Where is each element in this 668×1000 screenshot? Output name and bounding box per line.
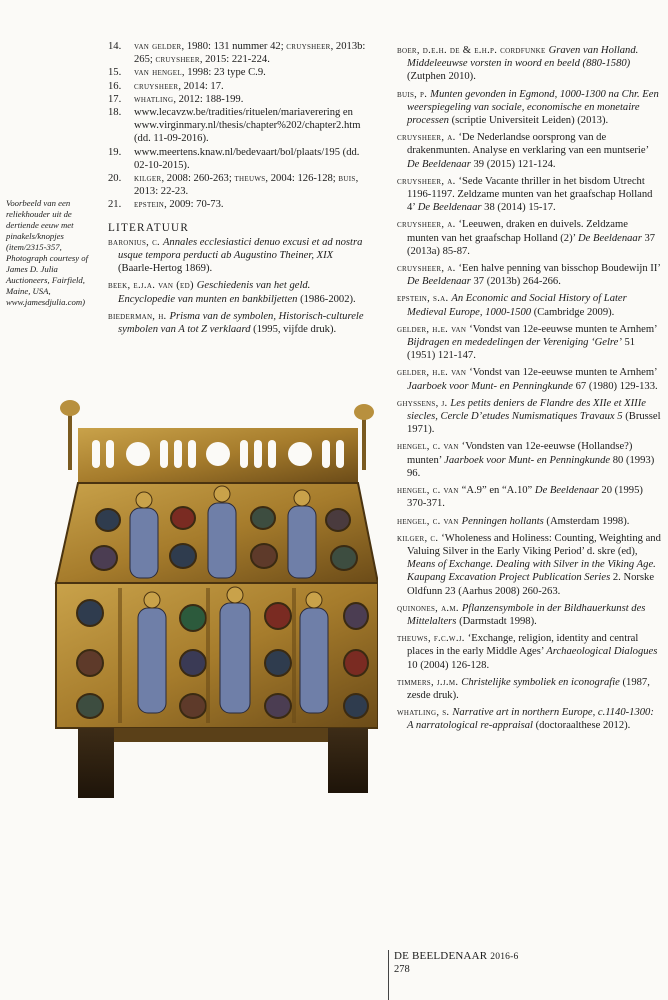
entry-details: 67 (1980) 129-133. bbox=[572, 380, 658, 392]
journal-name bbox=[394, 950, 518, 962]
literature-entry bbox=[397, 676, 661, 702]
entry-work: De Beeldenaar bbox=[417, 202, 482, 214]
literature-entry bbox=[397, 602, 661, 628]
endnote-item bbox=[108, 66, 370, 79]
entry-work: Jaarboek voor Munt- en Penningkunde bbox=[407, 380, 573, 392]
entry-title: ‘Wholeness and Holiness: Counting, Weighting and Valuing Silver in the Early Viking Period’ d. skre (ed), bbox=[407, 532, 661, 557]
literature-entry bbox=[397, 632, 661, 672]
endnote-number: 20. bbox=[108, 173, 122, 185]
entry-work: Means of Exchange. Dealing with Silver in the Viking Age. Kaupang Excavation Project Publication Series bbox=[407, 559, 656, 584]
journal-issue: 2016-6 bbox=[490, 952, 519, 962]
entry-author: timmers, j.j.m. bbox=[397, 676, 462, 688]
endnote-number: 15. bbox=[108, 67, 122, 79]
entry-details: (1987, zesde druk). bbox=[407, 676, 650, 701]
entry-author: cruysheer, a. bbox=[397, 263, 459, 275]
entry-title: ‘Vondst van 12e-eeuwse munten te Arnhem’ bbox=[469, 323, 657, 335]
literature-entry bbox=[397, 175, 661, 215]
entry-work: De Beeldenaar bbox=[534, 485, 599, 497]
endnote-text: , 1980: 131 nummer 42; bbox=[181, 41, 287, 52]
literature-entry bbox=[397, 397, 661, 437]
entry-title: ‘Exchange, religion, identity and central places in the early Middle Ages’ bbox=[407, 633, 639, 658]
entry-title: ‘Een halve penning van bisschop Boudewijn II’ bbox=[458, 263, 661, 275]
journal-title: DE BEELDENAAR bbox=[394, 950, 488, 962]
literature-entry bbox=[397, 218, 661, 258]
entry-details: (doctoraalthese 2012). bbox=[532, 720, 631, 732]
entry-work: Penningen hollants bbox=[461, 515, 544, 527]
entry-details: 37 (2013a) 85-87. bbox=[407, 232, 656, 257]
entry-work: Narrative art in northern Europe, c.1140-1300: A narratological re-appraisal bbox=[407, 707, 654, 732]
literature-entry bbox=[397, 440, 661, 480]
endnote-text: www.lecavzw.be/tradities/rituelen/mariaverering en www.virginmary.nl/thesis/chapter%202/chapter2.htm (dd. 11-09-2016). bbox=[134, 107, 361, 145]
entry-author: epstein, s.a. bbox=[397, 293, 452, 305]
endnote-number: 14. bbox=[108, 41, 122, 52]
entry-author: gelder, h.e. van bbox=[397, 367, 470, 379]
entry-details: (1986-2002). bbox=[297, 293, 356, 305]
entry-title: “A.9” en “A.10” bbox=[461, 485, 535, 497]
entry-details: 51 (1951) 121-147. bbox=[407, 337, 636, 362]
endnote-author: epstein bbox=[134, 199, 165, 211]
entry-author: ghyssens, j. bbox=[397, 397, 451, 409]
literature-entry bbox=[397, 532, 661, 598]
entry-author: cruysheer, a. bbox=[397, 132, 459, 144]
entry-title: ‘Leeuwen, draken en duivels. Zeldzame munten van het graafschap Holland (2)’ bbox=[407, 219, 628, 244]
endnote-number: 19. bbox=[108, 146, 122, 158]
endnote-item bbox=[108, 93, 370, 106]
entry-author: quinones, a.m. bbox=[397, 602, 462, 614]
endnote-text: , 2013b: 265; bbox=[134, 41, 366, 66]
entry-author: hengel, c. van bbox=[397, 485, 462, 497]
entry-title: ‘Sede Vacante thriller in het bisdom Utrecht 1196-1197. Zeldzame munten van het graafschap Holland 4’ bbox=[407, 175, 653, 214]
literature-entry bbox=[108, 310, 370, 336]
entry-work: Munten gevonden in Egmond, 1000-1300 na Chr. Een weerspiegeling van sociale, economische en monetaire processen bbox=[407, 88, 659, 127]
figure-caption: Voorbeeld van een reliekhouder uit de dertiende eeuw met pinakels/knopjes (item/2315-357, Photograph courtesy of James D. Julia Auctioneers, Fairfield, Maine, USA, www.jamesdjulia.com) bbox=[6, 198, 89, 307]
literature-entry bbox=[397, 44, 661, 84]
reliquary-photo bbox=[38, 388, 378, 808]
entry-details: (Zutphen 2010). bbox=[407, 71, 476, 83]
entry-details: (1995, vijfde druk). bbox=[250, 324, 337, 336]
page-number: 278 bbox=[394, 964, 410, 975]
literature-entry bbox=[397, 515, 661, 528]
endnote-number: 18. bbox=[108, 107, 122, 119]
entry-work: Les petits deniers de Flandre des XIIe et XIIIe siecles, Cercle D’etudes Numismatiques Travaux 5 bbox=[407, 397, 646, 423]
entry-work: Bijdragen en mededelingen der Vereniging ‘Gelre’ bbox=[407, 337, 622, 349]
endnote-text: , 2013: 22-23. bbox=[134, 173, 359, 198]
entry-work: De Beeldenaar bbox=[407, 158, 471, 170]
entry-work: De Beeldenaar bbox=[407, 276, 471, 288]
endnote-text: , 2008: 260-263; bbox=[161, 173, 235, 185]
entry-details: 2. Norske Oldfunn 23 (Aarhus 2008) 260-263. bbox=[407, 572, 655, 597]
literature-list-right bbox=[397, 44, 661, 737]
endnote-author: cruysheer bbox=[286, 41, 331, 52]
entry-author: cruysheer, a. bbox=[397, 175, 459, 187]
literature-entry bbox=[397, 366, 661, 392]
entry-author: boer, d.e.h. de & e.h.p. cordfunke bbox=[397, 45, 549, 56]
entry-author: hengel, c. van bbox=[397, 515, 462, 527]
entry-details: 38 (2014) 15-17. bbox=[481, 202, 556, 214]
entry-author: buis, p. bbox=[397, 88, 431, 100]
endnote-item bbox=[108, 80, 370, 93]
endnote-text: , 2004: 126-128; bbox=[265, 173, 339, 185]
endnote-item bbox=[108, 40, 370, 66]
entry-work: An Economic and Social History of Later Medieval Europe, 1000-1500 bbox=[407, 293, 627, 318]
entry-work: De Beeldenaar bbox=[578, 232, 642, 244]
endnote-author: whatling bbox=[134, 93, 174, 105]
entry-details: (Baarle-Hertog 1869). bbox=[118, 263, 213, 275]
endnote-author: cruysheer bbox=[155, 54, 200, 66]
literature-entry bbox=[397, 292, 661, 318]
entry-details: 80 (1993) 96. bbox=[407, 454, 655, 479]
endnote-author: buis bbox=[338, 173, 356, 185]
entry-author: kilger, c. bbox=[397, 532, 442, 544]
entry-author: theuws, f.c.w.j. bbox=[397, 633, 468, 645]
literature-entry bbox=[397, 131, 661, 171]
literature-entry bbox=[108, 236, 370, 276]
endnote-text: , 2015: 221-224. bbox=[199, 54, 270, 66]
entry-details: 10 (2004) 126-128. bbox=[407, 659, 490, 671]
entry-author: cruysheer, a. bbox=[397, 219, 459, 231]
entry-work: Annales ecclesiastici denuo excusi et ad nostra usque tempora perducti ab Augustino Theiner, XIX bbox=[118, 236, 363, 262]
endnote-author: van gelder bbox=[134, 41, 182, 52]
endnotes-list bbox=[108, 40, 370, 340]
entry-work: Graven van Holland. Middeleeuwse vorsten in woord en beeld (880-1580) bbox=[407, 45, 639, 70]
entry-details: (Darmstadt 1998). bbox=[456, 615, 537, 627]
endnote-item bbox=[108, 198, 370, 211]
entry-author: whatling, s. bbox=[397, 707, 453, 719]
endnote-item bbox=[108, 106, 370, 146]
endnote-text: , 1998: 23 type C.9. bbox=[181, 67, 266, 79]
page-footer bbox=[384, 950, 654, 1000]
endnote-item bbox=[108, 172, 370, 198]
literature-entry bbox=[108, 279, 370, 305]
entry-title: ‘De Nederlandse oorsprong van de drakenmunten. Analyse en verklaring van een muntserie’ bbox=[407, 132, 649, 157]
endnote-author: theuws bbox=[234, 173, 266, 185]
endnote-text: www.meertens.knaw.nl/bedevaart/bol/plaats/195 (dd. 02-10-2015). bbox=[134, 146, 360, 171]
entry-author: baronius, c. bbox=[108, 236, 163, 248]
endnote-text: , 2014: 17. bbox=[178, 80, 224, 92]
literature-entry bbox=[397, 484, 661, 510]
endnote-text: , 2012: 188-199. bbox=[173, 93, 244, 105]
literature-heading: LITERATUUR bbox=[108, 221, 189, 234]
entry-work: Geschiedenis van het geld. Encyclopedie van munten en bankbiljetten bbox=[118, 280, 311, 305]
endnote-author: van hengel bbox=[134, 67, 182, 79]
endnote-number: 16. bbox=[108, 80, 122, 92]
entry-title: ‘Vondst van 12e-eeuwse munten te Arnhem’ bbox=[469, 367, 657, 379]
endnote-number: 17. bbox=[108, 93, 122, 105]
endnote-author: cruysheer bbox=[134, 80, 179, 92]
endnote-author: kilger bbox=[134, 173, 162, 185]
footer-rule bbox=[388, 950, 389, 1000]
entry-author: hengel, c. van bbox=[397, 441, 462, 453]
entry-work: Prisma van de symbolen, Historisch-culturele symbolen van A tot Z verklaard bbox=[118, 310, 364, 336]
endnote-text: , 2009: 70-73. bbox=[164, 199, 224, 211]
entry-details: (Brussel 1971). bbox=[407, 411, 661, 436]
entry-title: ‘Vondsten van 12e-eeuwse (Hollandse?) munten’ bbox=[407, 441, 633, 466]
entry-details: 39 (2015) 121-124. bbox=[470, 158, 556, 170]
literature-entry bbox=[397, 262, 661, 288]
entry-work: Archaeological Dialogues bbox=[546, 646, 658, 658]
entry-details: (Amsterdam 1998). bbox=[543, 515, 630, 527]
entry-author: biederman, h. bbox=[108, 310, 170, 322]
entry-author: beek, e.j.a. van (ed) bbox=[108, 280, 197, 292]
literature-entry bbox=[397, 323, 661, 363]
entry-details: (Cambridge 2009). bbox=[531, 306, 615, 318]
entry-author: gelder, h.e. van bbox=[397, 323, 470, 335]
endnote-number: 21. bbox=[108, 199, 122, 211]
literature-entry bbox=[397, 88, 661, 128]
entry-work: Christelijke symboliek en iconografie bbox=[461, 676, 620, 688]
endnote-item bbox=[108, 146, 370, 172]
entry-details: (scriptie Universiteit Leiden) (2013). bbox=[448, 115, 609, 127]
literature-entry bbox=[397, 706, 661, 732]
entry-details: 20 (1995) 370-371. bbox=[407, 485, 643, 510]
entry-details: 37 (2013b) 264-266. bbox=[470, 276, 561, 288]
entry-work: Pflanzensymbole in der Bildhauerkunst des Mittelalters bbox=[407, 602, 646, 627]
entry-work: Jaarboek voor Munt- en Penningkunde bbox=[444, 454, 611, 466]
